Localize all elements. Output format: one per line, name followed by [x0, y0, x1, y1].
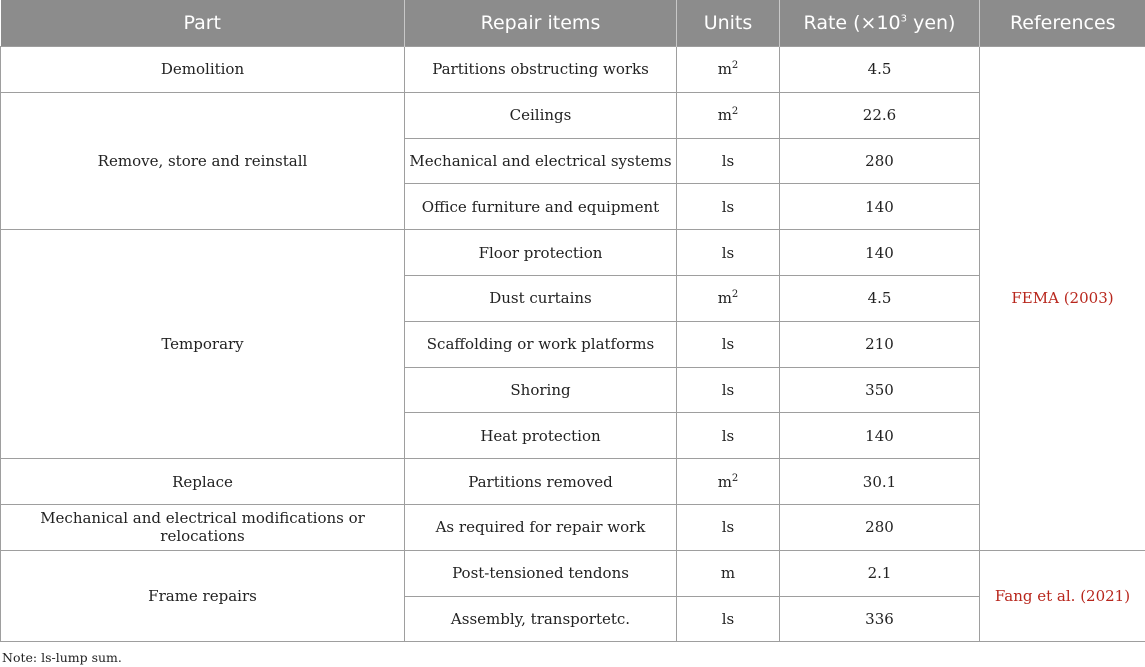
- rate-cell: 350: [780, 367, 980, 413]
- header-references: References: [980, 0, 1145, 47]
- part-cell: Remove, store and reinstall: [1, 92, 405, 229]
- rate-cell: 210: [780, 321, 980, 367]
- part-cell: Mechanical and electrical modifications or relocations: [1, 504, 405, 550]
- rate-cell: 140: [780, 230, 980, 276]
- repair-item-cell: Partitions obstructing works: [405, 47, 677, 93]
- table-row: [1, 504, 1145, 550]
- reference-link-fang[interactable]: Fang et al. (2021): [980, 550, 1145, 642]
- unit-cell: $m^2$: [677, 47, 780, 93]
- repair-item-cell: Post-tensioned tendons: [405, 550, 677, 596]
- table-row: [1, 92, 1145, 138]
- repair-item-cell: Mechanical and electrical systems: [405, 138, 677, 184]
- rate-cell: 280: [780, 138, 980, 184]
- unit-cell: ls: [677, 413, 780, 459]
- unit-cell: ls: [677, 138, 780, 184]
- rate-cell: 30.1: [780, 459, 980, 505]
- rate-cell: 280: [780, 504, 980, 550]
- unit-cell: ls: [677, 367, 780, 413]
- part-cell: Replace: [1, 459, 405, 505]
- reference-link-fema[interactable]: FEMA (2003): [980, 47, 1145, 551]
- repair-item-cell: Partitions removed: [405, 459, 677, 505]
- rate-cell: 140: [780, 184, 980, 230]
- table-row: [1, 47, 1145, 93]
- table-row: [1, 459, 1145, 505]
- part-cell: Temporary: [1, 230, 405, 459]
- rate-cell: 336: [780, 596, 980, 642]
- unit-cell: ls: [677, 596, 780, 642]
- part-cell: Demolition: [1, 47, 405, 93]
- unit-cell: ls: [677, 230, 780, 276]
- table-header-row: [1, 0, 1145, 47]
- rate-cell: 22.6: [780, 92, 980, 138]
- table-row: [1, 230, 1145, 276]
- repair-item-cell: Heat protection: [405, 413, 677, 459]
- repair-item-cell: Shoring: [405, 367, 677, 413]
- header-repair-items: Repair items: [405, 0, 677, 47]
- repair-item-cell: Assembly, transportetc.: [405, 596, 677, 642]
- rate-cell: 140: [780, 413, 980, 459]
- part-cell: Frame repairs: [1, 550, 405, 642]
- unit-cell: ls: [677, 504, 780, 550]
- rate-cell: 4.5: [780, 275, 980, 321]
- unit-cell: m: [677, 550, 780, 596]
- table-footnote: Note: ls-lump sum.: [2, 650, 122, 665]
- unit-cell: $m^2$: [677, 275, 780, 321]
- repair-item-cell: Scaffolding or work platforms: [405, 321, 677, 367]
- header-rate-suffix: yen): [907, 12, 956, 34]
- header-units: Units: [677, 0, 780, 47]
- rate-cell: 2.1: [780, 550, 980, 596]
- unit-cell: $m^2$: [677, 92, 780, 138]
- unit-cell: ls: [677, 184, 780, 230]
- table-row: [1, 550, 1145, 596]
- repair-item-cell: Floor protection: [405, 230, 677, 276]
- repair-item-cell: Ceilings: [405, 92, 677, 138]
- repair-item-cell: Dust curtains: [405, 275, 677, 321]
- header-rate-prefix: Rate (×10: [803, 12, 901, 34]
- repair-item-cell: As required for repair work: [405, 504, 677, 550]
- header-rate-exponent: 3: [900, 13, 908, 25]
- repair-item-cell: Office furniture and equipment: [405, 184, 677, 230]
- unit-cell: $m^2$: [677, 459, 780, 505]
- unit-cell: ls: [677, 321, 780, 367]
- header-part: Part: [1, 0, 405, 47]
- rate-cell: 4.5: [780, 47, 980, 93]
- header-rate: [780, 0, 980, 47]
